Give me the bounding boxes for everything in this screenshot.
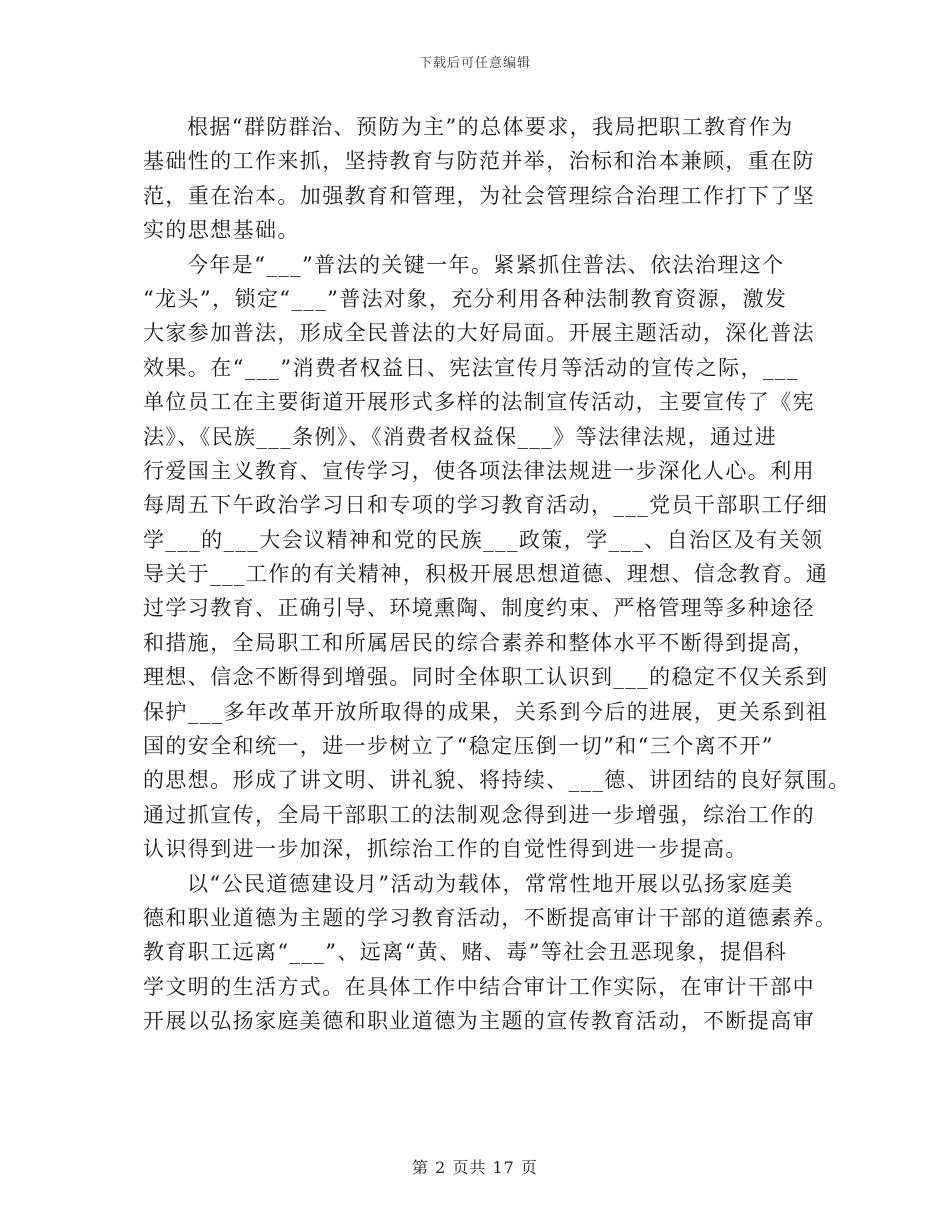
- page-number-footer: 第 2 页共 17 页: [412, 1158, 538, 1177]
- text-line: 范，重在治本。加强教育和管理，为社会管理综合治理工作打下了坚: [143, 183, 815, 208]
- text-line: “龙头”，锁定“___”普法对象，充分利用各种法制教育资源，激发: [143, 286, 788, 311]
- text-line: 根据“群防群治、预防为主”的总体要求，我局把职工教育作为: [187, 115, 794, 139]
- text-line: 教育职工远离“___”、远离“黄、赌、毒”等社会丑恶现象，提倡科: [143, 940, 788, 965]
- text-line: 每周五下午政治学习日和专项的学习教育活动，___党员干部职工仔细: [143, 493, 829, 518]
- text-line: 德和职业道德为主题的学习教育活动，不断提高审计干部的道德素养。: [143, 905, 838, 930]
- text-line: 大家参加普法，形成全民普法的大好局面。开展主题活动，深化普法: [143, 321, 815, 346]
- text-line: 通过抓宣传，全局干部职工的法制观念得到进一步增强，综治工作的: [143, 802, 815, 827]
- text-line: 基础性的工作来抓，坚持教育与防范并举，治标和治本兼顾，重在防: [143, 149, 815, 174]
- text-line: 过学习教育、正确引导、环境熏陶、制度约束、严格管理等多种途径: [143, 596, 815, 621]
- page-header-note: 下载后可任意编辑: [418, 56, 531, 71]
- text-line: 开展以弘扬家庭美德和职业道德为主题的宣传教育活动，不断提高审: [143, 1009, 815, 1034]
- document-body: [143, 110, 851, 1039]
- text-line: 效果。在“___”消费者权益日、宪法宣传月等活动的宣传之际，___: [143, 355, 799, 380]
- text-line: 理想、信念不断得到增强。同时全体职工认识到___的稳定不仅关系到: [143, 665, 829, 690]
- text-line: 单位员工在主要街道开展形式多样的法制宣传活动，主要宣传了《宪: [143, 390, 815, 415]
- text-line: 学文明的生活方式。在具体工作中结合审计工作实际，在审计干部中: [143, 974, 815, 999]
- text-line: 导关于___工作的有关精神，积极开展思想道德、理想、信念教育。通: [143, 562, 829, 587]
- text-line: 保护___多年改革开放所取得的成果，关系到今后的进展，更关系到祖: [143, 699, 829, 724]
- text-line: 今年是“___”普法的关键一年。紧紧抓住普法、依法治理这个: [187, 252, 785, 277]
- text-line: 法》、《民族___条例》、《消费者权益保___》等法律法规，通过进: [143, 424, 778, 449]
- text-line: 的思想。形成了讲文明、讲礼貌、将持续、___德、讲团结的良好氛围。: [143, 768, 851, 793]
- text-line: 学___的___大会议精神和党的民族___政策，学___、自治区及有关领: [143, 527, 824, 552]
- text-line: 以“公民道德建设月”活动为载体，常常性地开展以弘扬家庭美: [187, 871, 794, 896]
- text-line: 实的思想基础。: [143, 218, 300, 243]
- text-line: 行爱国主义教育、宣传学习，使各项法律法规进一步深化人心。利用: [143, 458, 815, 483]
- text-line: 认识得到进一步加深，抓综治工作的自觉性得到进一步提高。: [143, 837, 748, 862]
- text-line: 国的安全和统一，进一步树立了“稳定压倒一切”和“三个离不开”: [143, 734, 774, 759]
- text-line: 和措施，全局职工和所属居民的综合素养和整体水平不断得到提高，: [143, 630, 815, 655]
